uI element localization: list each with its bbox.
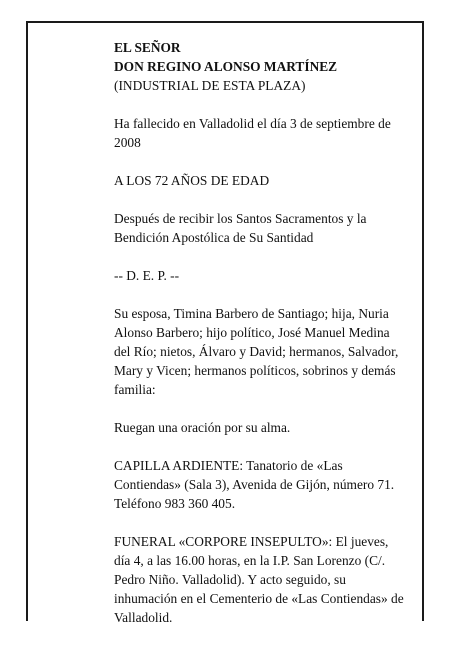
prayer-request: Ruegan una oración por su alma.: [114, 420, 291, 435]
obituary-header: [114, 38, 404, 95]
deceased-occupation: (INDUSTRIAL DE ESTA PLAZA): [114, 78, 306, 93]
funeral-notice: FUNERAL «CORPORE INSEPULTO»: El jueves, día 4, a las 16.00 horas, en la I.P. San Lorenzo (C/. Pedro Niño. Valladolid). Y acto seguido, su inhumación en el Cementerio de «Las Contiendas» de Valladolid.: [114, 534, 404, 625]
death-notice: Ha fallecido en Valladolid el día 3 de septiembre de 2008: [114, 116, 391, 150]
rip-notice: -- D. E. P. --: [114, 268, 180, 283]
chapel-notice: CAPILLA ARDIENTE: Tanatorio de «Las Contiendas» (Sala 3), Avenida de Gijón, número 71. Teléfono 983 360 405.: [114, 458, 395, 511]
family-notice: Su esposa, Timina Barbero de Santiago; hija, Nuria Alonso Barbero; hijo político, José Manuel Medina del Río; nietos, Álvaro y David; hermanos, Salvador, Mary y Vicen; hermanos políticos, sobrinos y demás familia:: [114, 306, 399, 397]
obituary-text: [114, 38, 404, 646]
title-line: EL SEÑOR: [114, 40, 181, 55]
deceased-name: DON REGINO ALONSO MARTÍNEZ: [114, 59, 338, 74]
sacraments-notice: Después de recibir los Santos Sacramentos y la Bendición Apostólica de Su Santidad: [114, 211, 367, 245]
age-notice: A LOS 72 AÑOS DE EDAD: [114, 173, 270, 188]
